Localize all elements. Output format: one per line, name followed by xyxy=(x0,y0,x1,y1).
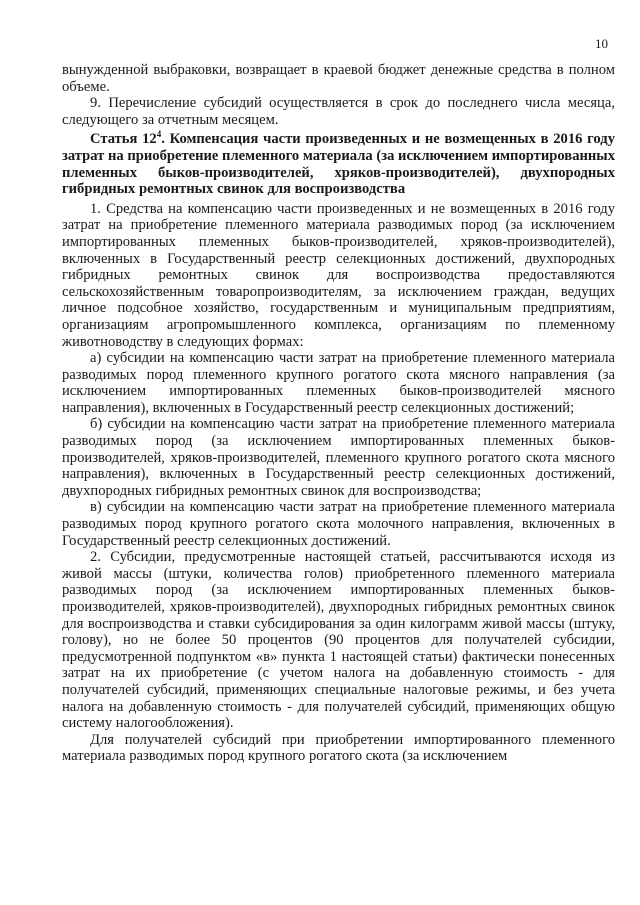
paragraph-1: 1. Средства на компенсацию части произведенных и не возмещенных в 2016 году затрат на приобретение племенного материала разводимых пород (за исключением импортированных племенных быков-производителей, хряков-производителей), включенных в Государственный реестр селекционных достижений, двухпородных гибридных ремонтных свинок для воспроизводства предоставляются сельскохозяйственным товаропроизводителям, за исключением граждан, ведущих личное подсобное хозяйство, государственным и муниципальным предприятиям, организациям агропромышленного комплекса, организациям по племенному животноводству в следующих формах: xyxy=(62,200,615,350)
paragraph-intro-continuation: вынужденной выбраковки, возвращает в краевой бюджет денежные средства в полном объеме. xyxy=(62,62,615,95)
article-title: . Компенсация части произведенных и не возмещенных в 2016 году затрат на приобретение племенного материала (за исключением импортированных племенных быков-производителей, хряков-производителей), двухпородных гибридных ремонтных свинок для воспроизводства xyxy=(62,131,615,198)
page-number: 10 xyxy=(595,36,608,51)
article-number: Статья 12 xyxy=(90,131,157,148)
paragraph-1a: а) субсидии на компенсацию части затрат на приобретение племенного материала разводимых пород племенного крупного рогатого скота мясного направления (за исключением импортированных племенных быков-производителей мясного направления), включенных в Государственный реестр селекционных достижений; xyxy=(62,350,615,416)
paragraph-2: 2. Субсидии, предусмотренные настоящей статьей, рассчитываются исходя из живой массы (штуки, количества голов) приобретенного племенного материала разводимых пород (за исключением импортированных племенных быков-производителей, хряков-производителей), двухпородных гибридных ремонтных свинок для воспроизводства и ставки субсидирования за один килограмм живой массы (штуку, голову), но не более 50 процентов (90 процентов для получателей субсидии, предусмотренной подпунктом «в» пункта 1 настоящей статьи) фактически понесенных затрат на их приобретение (с учетом налога на добавленную стоимость - для получателей субсидий, применяющих специальные налоговые режимы, и без учета налога на добавленную стоимость - для получателей субсидий, применяющих общую систему налогообложения). xyxy=(62,549,615,732)
paragraph-1v: в) субсидии на компенсацию части затрат на приобретение племенного материала разводимых пород крупного рогатого скота молочного направления, включенных в Государственный реестр селекционных достижений. xyxy=(62,499,615,549)
article-heading xyxy=(62,131,615,197)
paragraph-1b: б) субсидии на компенсацию части затрат на приобретение племенного материала разводимых пород (за исключением импортированных племенных быков-производителей, хряков-производителей, племенного крупного рогатого скота мясного направления), включенных в Государственный реестр селекционных достижений, двухпородных гибридных ремонтных свинок для воспроизводства; xyxy=(62,416,615,499)
paragraph-imported: Для получателей субсидий при приобретении импортированного племенного материала разводимых пород крупного рогатого скота (за исключением xyxy=(62,731,615,765)
document-body xyxy=(62,62,615,765)
article-superscript: 4 xyxy=(156,129,162,140)
paragraph-9: 9. Перечисление субсидий осуществляется в срок до последнего числа месяца, следующего за отчетным месяцем. xyxy=(62,95,615,128)
